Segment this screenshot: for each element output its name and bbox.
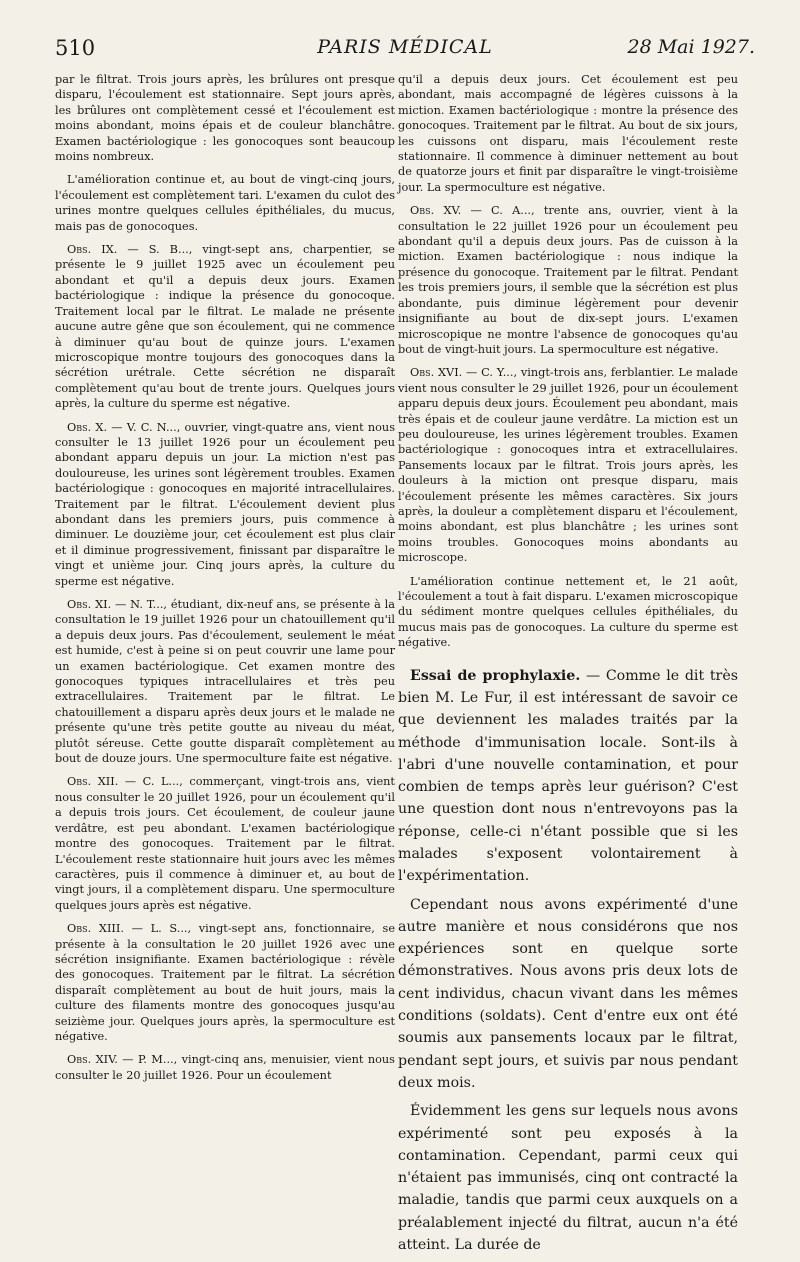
section-heading: Essai de prophylaxie. [410,667,581,684]
observation-label: Obs. XII. [67,775,119,789]
observation-xi [55,597,395,766]
observation-xiv [55,1052,395,1083]
observation-xvi [398,365,738,565]
observation-text: — P. M..., vingt-cinq ans, menuisier, vient nous consulter le 20 juillet 1926. Pour un écoulement [55,1053,395,1082]
observation-text: — C. A..., trente ans, ouvrier, vient à la consultation le 22 juillet 1926 pour un écoulement peu abondant qu'il a depuis deux jours. Pas de cuisson à la miction. Examen bactériologique : nous indique la présence du gonocoque. Traitement par le filtrat. Pendant les trois premiers jours, il semble que la sécrétion est plus abondante, puis diminue légèrement pour devenir insignifiante au bout de dix-sept jours. L'examen microscopique ne montre l'absence de gonocoques qu'au bout de vingt-huit jours. La spermoculture est négative. [398,204,738,356]
observation-text: — L. S..., vingt-sept ans, fonctionnaire, se présente à la consultation le 20 juillet 1926 avec une sécrétion insignifiante. Examen bactériologique : révèle des gonocoques. Traitement par le filtrat. La sécrétion disparaît complètement au bout de huit jours, mais la culture des filaments montre des gonocoques jusqu'au seizième jour. Quelques jours après, la spermoculture est négative. [55,922,395,1043]
paragraph: qu'il a depuis deux jours. Cet écoulement est peu abondant, mais accompagné de légères cuissons à la miction. Examen bactériologique : montre la présence des gonocoques. Traitement par le filtrat. Au bout de six jours, les cuissons ont disparu, mais l'écoulement reste stationnaire. Il commence à diminuer nettement au bout de quatorze jours et finit par disparaître le vingt-troisième jour. La spermoculture est négative. [398,73,738,194]
observation-label: Obs. X. [67,420,108,434]
observation-text: — C. L..., commerçant, vingt-trois ans, vient nous consulter le 20 juillet 1926, pour un écoulement qu'il a depuis trois jours. Cet écoulement, de couleur jaune verdâtre, est peu abondant. L'examen bactériologique montre des gonocoques. Traitement par le filtrat. L'écoulement reste stationnaire huit jours avec les mêmes caractères, puis il commence à diminuer et, au bout de vingt jours, il a complètement disparu. Une spermoculture quelques jours après est négative. [55,775,395,912]
observation-text: — V. C. N..., ouvrier, vingt-quatre ans, vient nous consulter le 13 juillet 1926 pour un écoulement peu abondant apparu depuis un jour. La miction n'est pas douloureuse, les urines sont légèrement troubles. Examen bactériologique : gonocoques en majorité intracellulaires. Traitement par le filtrat. L'écoulement devient plus abondant dans les premiers jours, puis commence à diminuer. Le douzième jour, cet écoulement est plus clair et il diminue progressivement, finissant par disparaître le vingt et unième jour. Cinq jours après, la culture du sperme est négative. [55,420,396,588]
observation-label: Obs. XIV. [67,1053,118,1067]
left-column [55,72,395,1091]
observation-xiii [55,921,395,1044]
observation-xii [55,774,395,913]
observation-label: Obs. XVI. [410,366,463,380]
observation-label: Obs. XI. [67,598,112,611]
paragraph: Cependant nous avons expérimenté d'une autre manière et nous considérons que nos expériences sont en quelque sorte démonstratives. Nous avons pris deux lots de cent individus, chacun vivant dans les mêmes conditions (soldats). Cent d'entre eux ont été soumis aux pansements locaux par le filtrat, pendant sept jours, et suivis par nous pendant deux mois. [398,896,738,1091]
observation-x [55,420,395,589]
observation-label: Obs. XIII. [67,922,124,936]
paragraph: L'amélioration continue et, au bout de vingt-cinq jours, l'écoulement est complètement tari. L'examen du culot des urines montre quelques cellules épithéliales, du mucus, mais pas de gonocoques. [55,173,395,233]
section-prophylaxie [398,665,738,888]
paragraph: Évidemment les gens sur lequels nous avons expérimenté sont peu exposés à la contamination. Cependant, parmi ceux qui n'étaient pas immunisés, cinq ont contracté la maladie, tandis que parmi ceux auxquels on a préalablement injecté du filtrat, aucun n'a été atteint. La durée de [398,1103,738,1254]
observation-text: — C. Y..., vingt-trois ans, ferblantier. Le malade vient nous consulter le 29 juillet 1926, pour un écoulement apparu depuis deux jours. Écoulement peu abondant, mais très épais et de couleur jaune verdâtre. La miction est un peu douloureuse, les urines légèrement troubles. Examen bactériologique : gonocoques intra et extracellulaires. Pansements locaux par le filtrat. Trois jours après, les douleurs à la miction ont presque disparu, mais l'écoulement présente les mêmes caractères. Six jours après, la douleur a complètement disparu et l'écoulement, moins abondant, est plus blanchâtre ; les urines sont moins troubles. Gonocoques moins abondants au microscope. [398,366,738,565]
paragraph: L'amélioration continue nettement et, le 21 août, l'écoulement a tout à fait disparu. L'examen microscopique du sédiment montre quelques cellules épithéliales, du mucus mais pas de gonocoques. La culture du sperme est négative. [398,574,738,650]
observation-text: — S. B..., vingt-sept ans, charpentier, se présente le 9 juillet 1925 avec un écoulement peu abondant et qu'il a depuis deux jours. Examen bactériologique : indique la présence du gonocoque. Traitement local par le filtrat. Le malade ne présente aucune autre gêne que son écoulement, qui ne commence à diminuer qu'au bout de quinze jours. L'examen microscopique montre toujours des gonocoques dans la sécrétion urétrale. Cette sécrétion ne disparaît complètement qu'au bout de trente jours. Quelques jours après, la culture du sperme est négative. [55,243,395,411]
right-column [398,72,738,1262]
observation-label: Obs. IX. [67,243,118,257]
section-text: — Comme le dit très bien M. Le Fur, il est intéressant de savoir ce que deviennent les malades traités par la méthode d'immunisation locale. Sont-ils à l'abri d'une nouvelle contamination, et pour combien de temps après leur guérison? C'est une question dont nous n'entrevoyons pas la réponse, celle-ci n'étant possible que si les malades s'exposent volontairement à l'expérimentation. [398,667,738,885]
observation-label: Obs. XV. [410,204,462,218]
observation-text: — N. T..., étudiant, dix-neuf ans, se présente à la consultation le 19 juillet 1926 pour un chatouillement qu'il a depuis deux jours. Pas d'écoulement, seulement le méat est humide, c'est à peine si on peut couvrir une lame pour un examen bactériologique. Cet examen montre des gonocoques typiques intracellulaires et très peu extracellulaires. Traitement par le filtrat. Le chatouillement a disparu après deux jours et le malade ne présente qu'une très petite goutte au niveau du méat, plutôt séreuse. Cette goutte disparaît complètement au bout de douze jours. Une spermoculture faite est négative. [55,598,396,766]
page-number: 510 [55,36,96,60]
paragraph: par le filtrat. Trois jours après, les brûlures ont presque disparu, l'écoulement est stationnaire. Sept jours après, les brûlures ont complètement cessé et l'écoulement est moins abondant, moins épais et de couleur blanchâtre. Examen bactériologique : les gonocoques sont beaucoup moins nombreux. [55,73,395,164]
issue-date: 28 Mai 1927. [627,36,755,58]
journal-title: PARIS MÉDICAL [317,36,493,58]
observation-ix [55,242,395,411]
page-header [55,28,755,68]
observation-xv [398,203,738,357]
